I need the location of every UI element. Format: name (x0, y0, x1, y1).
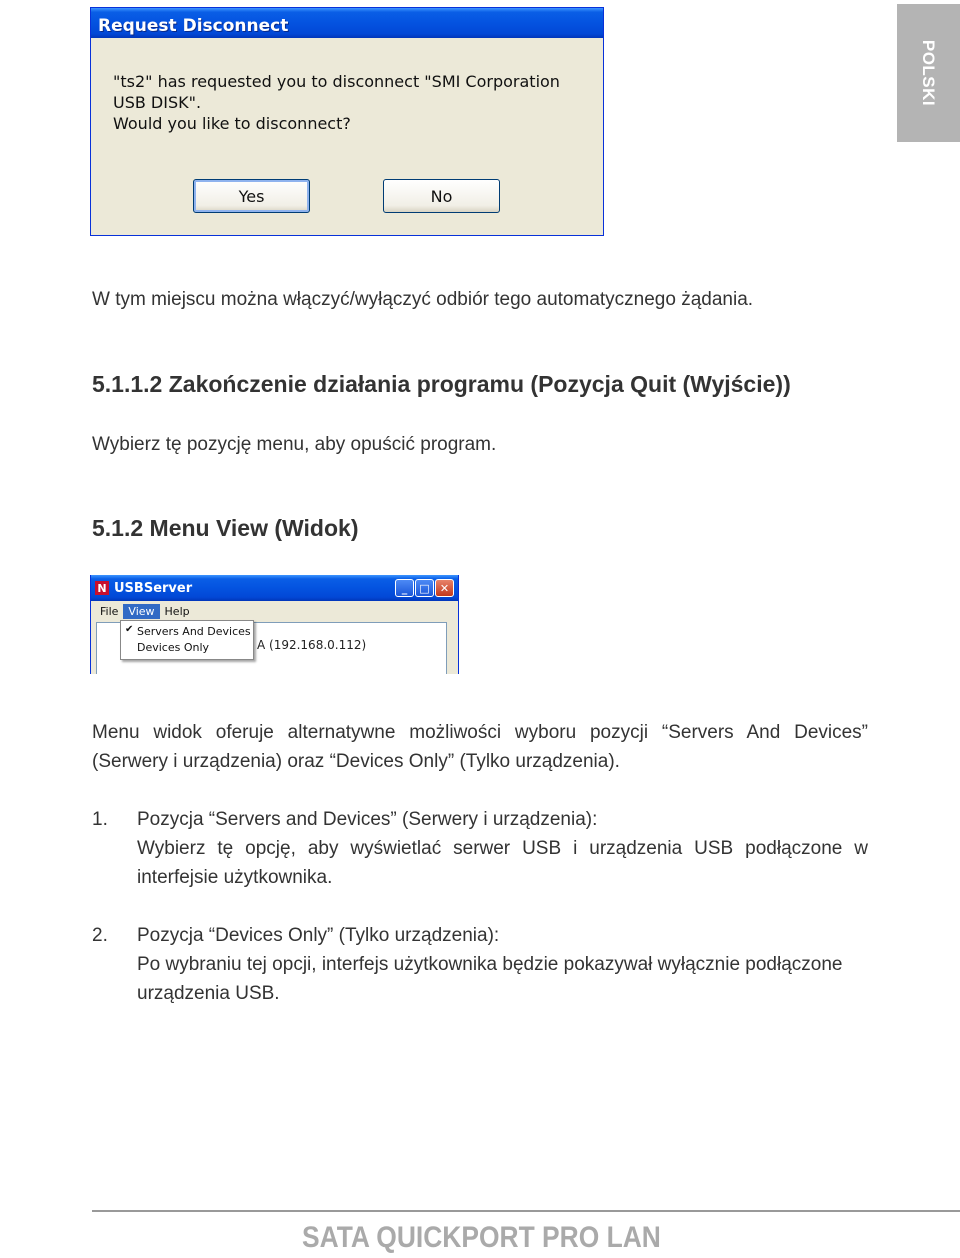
list-text: Wybierz tę opcję, aby wyświetlać serwer USB i urządzenia USB podłączone w interfejsie użytkownika. (137, 838, 868, 888)
minimize-icon[interactable]: _ (395, 579, 414, 597)
dialog-title: Request Disconnect (91, 8, 603, 38)
menu-option-devices-only[interactable]: Devices Only (137, 641, 210, 654)
list-text: Po wybraniu tej opcji, interfejs użytkownika będzie pokazywał wyłącznie podłączone urządzenia USB. (137, 954, 843, 1004)
request-disconnect-dialog (90, 7, 604, 236)
paragraph-quit: Wybierz tę pozycję menu, aby opuścić program. (92, 434, 497, 455)
menu-help[interactable]: Help (164, 604, 190, 618)
list-item (92, 805, 868, 892)
checkmark-icon: ✔ (125, 624, 134, 635)
dialog-message-line: Would you like to disconnect? (113, 114, 351, 133)
language-tab (897, 4, 960, 142)
list-number: 1. (92, 809, 108, 830)
menu-file[interactable]: File (100, 604, 119, 618)
yes-button[interactable]: Yes (193, 179, 310, 213)
dialog-message-line: USB DISK". (113, 93, 202, 112)
list-number: 2. (92, 925, 108, 946)
dialog-message-line: "ts2" has requested you to disconnect "SMI Corporation (113, 72, 560, 91)
footer-product-name: SATA QUICKPORT PRO LAN (302, 1221, 661, 1254)
paragraph-auto-request: W tym miejscu można włączyć/wyłączyć odbiór tego automatycznego żądania. (92, 289, 754, 310)
server-address: A (192.168.0.112) (257, 638, 367, 652)
list-body (137, 921, 868, 1008)
close-icon[interactable]: ✕ (435, 579, 454, 597)
menu-option-servers-and-devices[interactable]: Servers And Devices (137, 625, 251, 638)
usbserver-window (90, 575, 459, 674)
usbserver-title: USBServer (114, 580, 193, 596)
menu-view[interactable]: View (123, 604, 159, 619)
dialog-message (113, 71, 560, 134)
language-label: POLSKI (919, 39, 939, 107)
footer-divider (92, 1210, 960, 1212)
list-title: Pozycja “Devices Only” (Tylko urządzenia): (137, 925, 500, 946)
list-title: Pozycja “Servers and Devices” (Serwery i urządzenia): (137, 809, 598, 830)
app-icon: N (95, 581, 109, 595)
no-button[interactable]: No (383, 179, 500, 213)
usbserver-menubar (91, 601, 458, 621)
list-body (137, 805, 868, 892)
dialog-body (93, 38, 601, 233)
section-heading-quit: 5.1.1.2 Zakończenie działania programu (Pozycja Quit (Wyjście)) (92, 371, 791, 397)
section-heading-view-menu: 5.1.2 Menu View (Widok) (92, 515, 359, 541)
paragraph-view-menu: Menu widok oferuje alternatywne możliwości wyboru pozycji “Servers And Devices” (Serwery i urządzenia) oraz “Devices Only” (Tylko urządzenia). (92, 722, 868, 772)
maximize-icon[interactable]: □ (415, 579, 434, 597)
view-menu-dropdown (120, 620, 254, 660)
list-item (92, 921, 868, 1008)
